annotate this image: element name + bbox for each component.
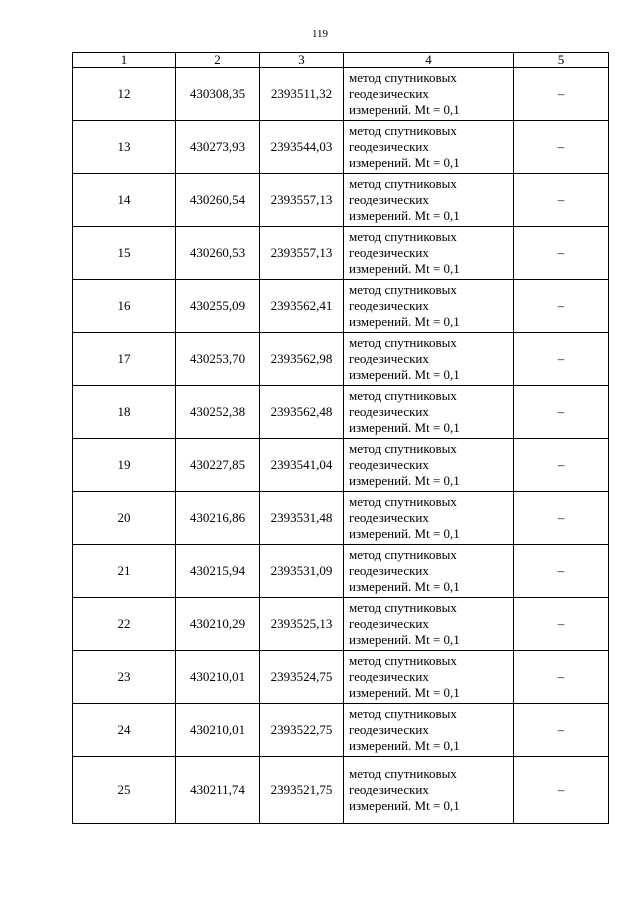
method-line: метод спутниковых <box>349 388 457 403</box>
method-line: измерений. Mt = 0,1 <box>349 738 460 753</box>
method-cell <box>344 757 514 824</box>
y-coordinate-cell: 2393544,03 <box>260 121 344 174</box>
method-line: геодезических <box>349 782 429 797</box>
method-line: измерений. Mt = 0,1 <box>349 632 460 647</box>
method-line: измерений. Mt = 0,1 <box>349 420 460 435</box>
point-number-cell: 15 <box>73 227 176 280</box>
note-cell: – <box>514 757 609 824</box>
header-col-3: 3 <box>260 53 344 68</box>
point-number-cell: 13 <box>73 121 176 174</box>
method-cell <box>344 545 514 598</box>
method-line: измерений. Mt = 0,1 <box>349 367 460 382</box>
y-coordinate-cell: 2393511,32 <box>260 68 344 121</box>
note-cell: – <box>514 280 609 333</box>
method-line: измерений. Mt = 0,1 <box>349 261 460 276</box>
x-coordinate-cell: 430252,38 <box>176 386 260 439</box>
point-number-cell: 23 <box>73 651 176 704</box>
y-coordinate-cell: 2393562,41 <box>260 280 344 333</box>
y-coordinate-cell: 2393541,04 <box>260 439 344 492</box>
method-cell <box>344 598 514 651</box>
method-line: геодезических <box>349 722 429 737</box>
y-coordinate-cell: 2393521,75 <box>260 757 344 824</box>
method-line: метод спутниковых <box>349 766 457 781</box>
note-cell: – <box>514 651 609 704</box>
method-line: измерений. Mt = 0,1 <box>349 208 460 223</box>
table-row <box>73 174 609 227</box>
point-number-cell: 16 <box>73 280 176 333</box>
method-line: геодезических <box>349 192 429 207</box>
x-coordinate-cell: 430273,93 <box>176 121 260 174</box>
point-number-cell: 24 <box>73 704 176 757</box>
method-cell <box>344 492 514 545</box>
method-line: метод спутниковых <box>349 653 457 668</box>
method-line: измерений. Mt = 0,1 <box>349 526 460 541</box>
table-row <box>73 280 609 333</box>
method-line: измерений. Mt = 0,1 <box>349 579 460 594</box>
table-row <box>73 598 609 651</box>
point-number-cell: 21 <box>73 545 176 598</box>
method-cell <box>344 174 514 227</box>
y-coordinate-cell: 2393524,75 <box>260 651 344 704</box>
point-number-cell: 22 <box>73 598 176 651</box>
page-number: 119 <box>311 28 329 40</box>
table-row <box>73 121 609 174</box>
method-line: геодезических <box>349 510 429 525</box>
point-number-cell: 19 <box>73 439 176 492</box>
x-coordinate-cell: 430211,74 <box>176 757 260 824</box>
x-coordinate-cell: 430210,29 <box>176 598 260 651</box>
method-line: метод спутниковых <box>349 282 457 297</box>
table-row <box>73 651 609 704</box>
table-row <box>73 227 609 280</box>
y-coordinate-cell: 2393557,13 <box>260 227 344 280</box>
table-row <box>73 439 609 492</box>
method-cell <box>344 68 514 121</box>
table-body <box>73 68 609 824</box>
note-cell: – <box>514 174 609 227</box>
x-coordinate-cell: 430308,35 <box>176 68 260 121</box>
y-coordinate-cell: 2393562,98 <box>260 333 344 386</box>
x-coordinate-cell: 430210,01 <box>176 651 260 704</box>
y-coordinate-cell: 2393531,48 <box>260 492 344 545</box>
point-number-cell: 17 <box>73 333 176 386</box>
method-line: геодезических <box>349 404 429 419</box>
x-coordinate-cell: 430260,53 <box>176 227 260 280</box>
method-line: метод спутниковых <box>349 335 457 350</box>
point-number-cell: 12 <box>73 68 176 121</box>
x-coordinate-cell: 430210,01 <box>176 704 260 757</box>
method-line: метод спутниковых <box>349 176 457 191</box>
coordinates-table <box>72 52 609 824</box>
x-coordinate-cell: 430215,94 <box>176 545 260 598</box>
method-line: геодезических <box>349 86 429 101</box>
y-coordinate-cell: 2393562,48 <box>260 386 344 439</box>
note-cell: – <box>514 386 609 439</box>
y-coordinate-cell: 2393525,13 <box>260 598 344 651</box>
method-line: измерений. Mt = 0,1 <box>349 314 460 329</box>
method-line: геодезических <box>349 616 429 631</box>
note-cell: – <box>514 439 609 492</box>
x-coordinate-cell: 430227,85 <box>176 439 260 492</box>
method-line: геодезических <box>349 351 429 366</box>
method-cell <box>344 386 514 439</box>
method-line: геодезических <box>349 457 429 472</box>
note-cell: – <box>514 492 609 545</box>
header-col-2: 2 <box>176 53 260 68</box>
method-cell <box>344 227 514 280</box>
header-row <box>73 53 609 68</box>
method-line: геодезических <box>349 669 429 684</box>
header-col-4: 4 <box>344 53 514 68</box>
method-line: метод спутниковых <box>349 547 457 562</box>
table-row <box>73 386 609 439</box>
header-col-5: 5 <box>514 53 609 68</box>
method-line: метод спутниковых <box>349 123 457 138</box>
point-number-cell: 14 <box>73 174 176 227</box>
note-cell: – <box>514 598 609 651</box>
point-number-cell: 20 <box>73 492 176 545</box>
y-coordinate-cell: 2393557,13 <box>260 174 344 227</box>
header-col-1: 1 <box>73 53 176 68</box>
method-line: метод спутниковых <box>349 600 457 615</box>
method-line: геодезических <box>349 245 429 260</box>
table-row <box>73 757 609 824</box>
method-line: геодезических <box>349 563 429 578</box>
x-coordinate-cell: 430216,86 <box>176 492 260 545</box>
table-row <box>73 492 609 545</box>
method-line: геодезических <box>349 298 429 313</box>
method-line: геодезических <box>349 139 429 154</box>
method-cell <box>344 651 514 704</box>
point-number-cell: 18 <box>73 386 176 439</box>
y-coordinate-cell: 2393522,75 <box>260 704 344 757</box>
method-line: измерений. Mt = 0,1 <box>349 798 460 813</box>
method-cell <box>344 280 514 333</box>
method-line: метод спутниковых <box>349 70 457 85</box>
y-coordinate-cell: 2393531,09 <box>260 545 344 598</box>
method-cell <box>344 704 514 757</box>
table-row <box>73 545 609 598</box>
method-line: метод спутниковых <box>349 706 457 721</box>
x-coordinate-cell: 430253,70 <box>176 333 260 386</box>
method-line: измерений. Mt = 0,1 <box>349 102 460 117</box>
method-line: измерений. Mt = 0,1 <box>349 685 460 700</box>
note-cell: – <box>514 121 609 174</box>
method-line: метод спутниковых <box>349 494 457 509</box>
table-header <box>73 53 609 68</box>
table-row <box>73 68 609 121</box>
table-row <box>73 704 609 757</box>
method-line: метод спутниковых <box>349 229 457 244</box>
note-cell: – <box>514 333 609 386</box>
method-cell <box>344 333 514 386</box>
x-coordinate-cell: 430255,09 <box>176 280 260 333</box>
note-cell: – <box>514 704 609 757</box>
x-coordinate-cell: 430260,54 <box>176 174 260 227</box>
method-line: измерений. Mt = 0,1 <box>349 473 460 488</box>
note-cell: – <box>514 68 609 121</box>
note-cell: – <box>514 545 609 598</box>
note-cell: – <box>514 227 609 280</box>
method-cell <box>344 439 514 492</box>
method-line: метод спутниковых <box>349 441 457 456</box>
point-number-cell: 25 <box>73 757 176 824</box>
method-cell <box>344 121 514 174</box>
table-row <box>73 333 609 386</box>
method-line: измерений. Mt = 0,1 <box>349 155 460 170</box>
